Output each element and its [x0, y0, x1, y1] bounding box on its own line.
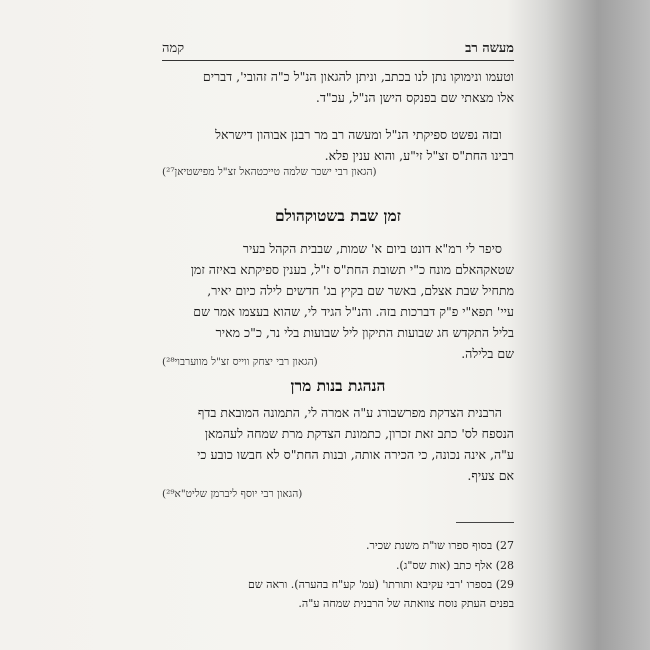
section2-citation: (הגאון רבי יצחק ווייס זצ"ל מווערבוי²⁸): [162, 356, 318, 368]
section1-paragraph2: [162, 124, 514, 166]
section1-citation: (הגאון רבי ישכר שלמה טייכטהאל זצ"ל מפישטיאן²⁷): [162, 166, 377, 178]
footnote-29: 29) בספרו 'רבי עקיבא ותורתו' (עמ' קע"ח בהערה). וראה שם: [247, 578, 514, 591]
text-line: עיי' תפא"י פ"ק דברכות בזה. והנ"ל הגיד לי, שהוא בעצמו אמר שם: [193, 304, 514, 319]
text-line: וטעמו ונימוקו נתן לנו בכתב, וניתן להגאון הנ"ל כ"ה זהובי', דברים: [202, 69, 514, 84]
footnote-28: 28) אלף כתב (אות שס"ג).: [395, 559, 514, 572]
section2-paragraph: [162, 238, 514, 364]
text-line: אלו מצאתי שם בפנקס הישן הנ"ל, עכ"ד.: [315, 90, 514, 105]
section1-paragraph1: [162, 66, 514, 108]
text-line: בליל התקדש חג שבועות התיקון ליל שבועות בלי נר, כ"כ מאיר: [215, 325, 514, 340]
text-line: סיפר לי רמ"א דונט ביום א' שמות, שבבית הקהל בעיר: [242, 241, 502, 256]
footnote-27: 27) בסוף ספרו שו"ת משנת שכיר.: [366, 539, 514, 552]
section3-heading: הנהגת בנות מרן: [290, 376, 386, 395]
text-line: שטאקהאלם מונח כ"י תשובת החת"ס ז"ל, בענין ספיקתא באיזה זמן: [190, 262, 514, 277]
book-title: מעשה רב: [465, 41, 514, 56]
running-header: [162, 38, 514, 60]
text-line: שם בלילה.: [461, 346, 514, 361]
text-line: הנספח לס' כתב זאת זכרון, כתמונת הצדקת מרת שמחה לעהמאן: [204, 426, 514, 441]
footnote-29-continued: בפנים העתק נוסח צוואתה של הרבנית שמחה ע"ה.: [298, 597, 514, 610]
text-line: אם צעיף.: [467, 468, 514, 483]
page-number: קמה: [162, 41, 185, 56]
text-line: רבינו החת"ס זצ"ל זי"ע, והוא ענין פלא.: [324, 148, 514, 163]
text-line: ובזה נפשט ספיקתי הנ"ל ומעשה רב מר רבנן אבוהון דישראל: [215, 127, 502, 142]
text-line: מתחיל שבת אצלם, באשר שם בקיץ בג' חדשים לילה כיום יאיר,: [207, 283, 514, 298]
section3-paragraph: [162, 402, 514, 486]
text-line: הרבנית הצדקת מפרשבורג ע"ה אמרה לי, התמונה המובאת בדף: [197, 405, 502, 420]
footnote-rule: [456, 522, 514, 523]
text-line: ע"ה, אינה נכונה, כי הכירה אותה, ובנות החת"ס לא חבשו כובע כי: [197, 447, 514, 462]
section3-citation: (הגאון רבי יוסף ליברמן שליט"א²⁹): [162, 488, 303, 500]
header-rule: [162, 60, 514, 61]
section2-heading: זמן שבת בשטוקהולם: [274, 206, 402, 225]
